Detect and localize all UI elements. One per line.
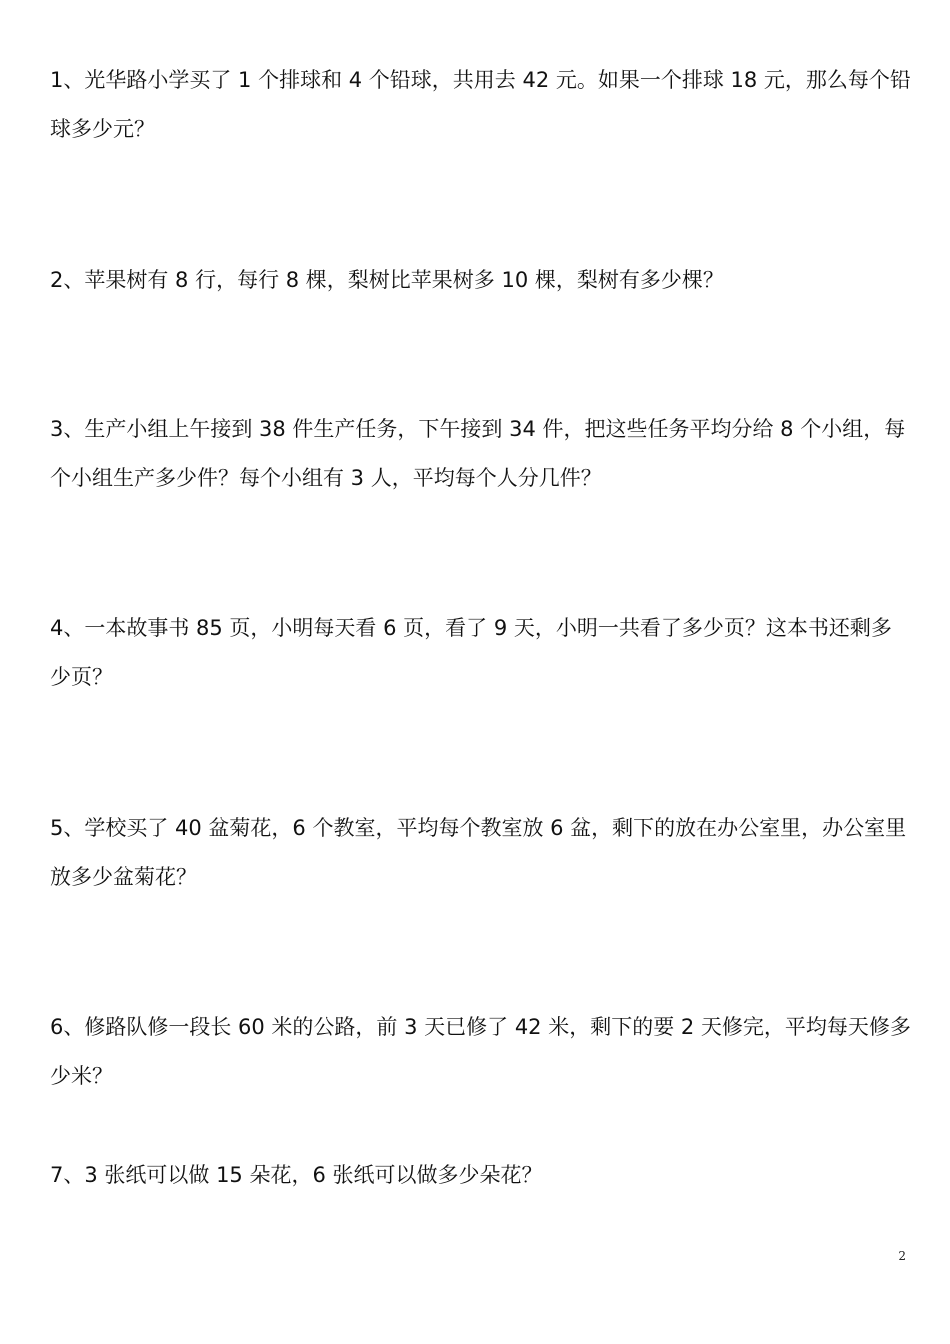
problem-4: 4、一本故事书 85 页，小明每天看 6 页，看了 9 天，小明一共看了多少页？这本书还剩多少页？ bbox=[50, 616, 892, 689]
problem-1: 1、光华路小学买了 1 个排球和 4 个铅球，共用去 42 元。如果一个排球 18 元，那么每个铅球多少元？ bbox=[50, 68, 911, 141]
problem-3: 3、生产小组上午接到 38 件生产任务，下午接到 34 件，把这些任务平均分给 8 个小组，每个小组生产多少件？每个小组有 3 人，平均每个人分几件？ bbox=[50, 417, 906, 490]
problem-2: 2、苹果树有 8 行，每行 8 棵，梨树比苹果树多 10 棵，梨树有多少棵？ bbox=[50, 268, 724, 292]
problem-5: 5、学校买了 40 盆菊花，6 个教室，平均每个教室放 6 盆，剩下的放在办公室里，办公室里放多少盆菊花？ bbox=[50, 816, 907, 889]
page-number: 2 bbox=[898, 1249, 906, 1263]
problem-6: 6、修路队修一段长 60 米的公路，前 3 天已修了 42 米，剩下的要 2 天修完，平均每天修多少米？ bbox=[50, 1015, 911, 1088]
problem-7: 7、3 张纸可以做 15 朵花，6 张纸可以做多少朵花？ bbox=[50, 1163, 543, 1187]
